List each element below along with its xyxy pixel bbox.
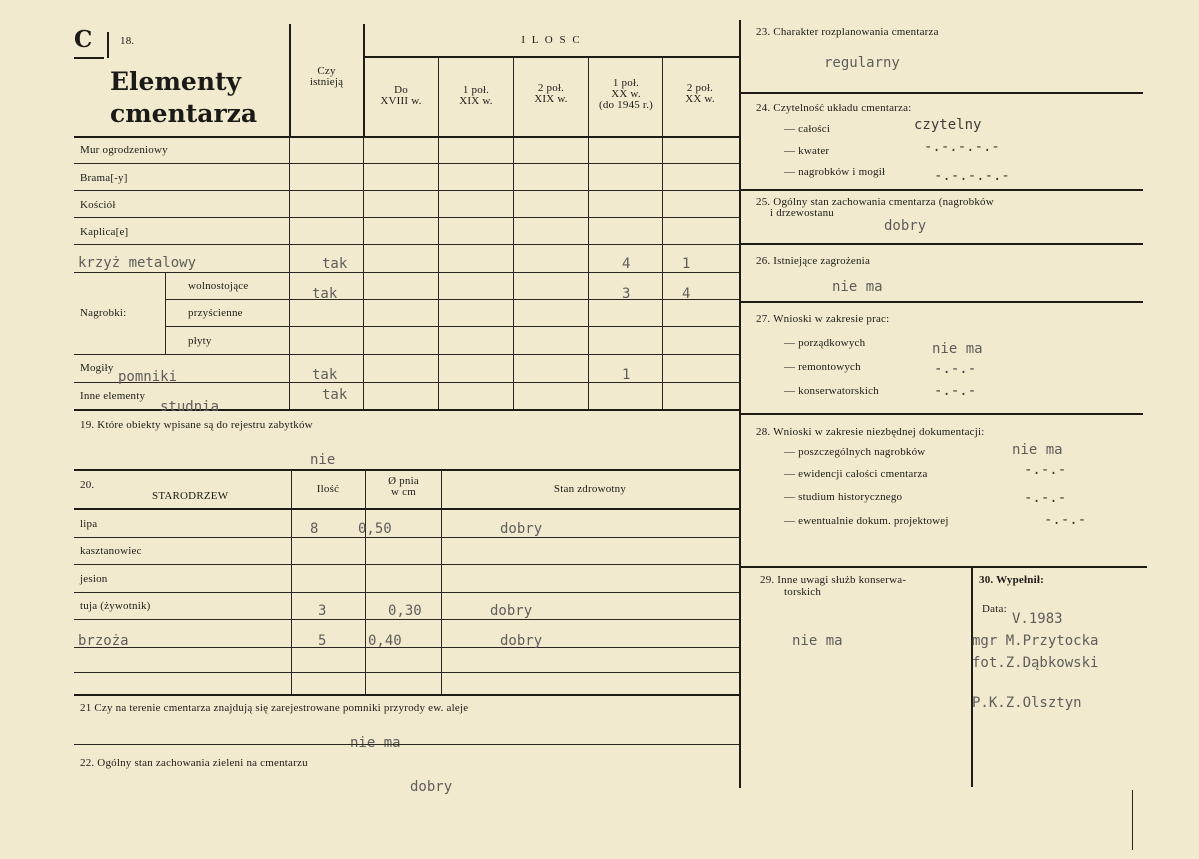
grid-line [74,694,739,696]
title-line1: Elementy [110,67,242,96]
s24-item-label: — nagrobków i mogił [784,166,886,178]
row-label: Mur ogrodzeniowy [80,144,168,156]
tree-name: lipa [80,518,98,530]
s30-date-label: Data: [982,603,1007,615]
period-header: 1 poł. XX w. (do 1945 r.) [598,77,654,111]
grid-line [74,744,739,745]
grid-line [74,619,739,620]
tree-name: kasztanowiec [80,545,142,557]
grid-line [365,470,366,694]
grid-line [740,243,1143,245]
s26-label: 26. Istniejące zagrożenia [756,255,871,267]
grid-line [740,566,1147,568]
s30-photo: fot.Z.Dąbkowski [972,655,1099,671]
grid-line [740,301,1143,303]
row-label-typed: krzyż metalowy [78,255,197,271]
s21-value: nie ma [350,735,401,751]
s20-pien-header: Ø pnia w cm [388,475,419,498]
period-header: Do XVIII w. [380,84,422,107]
typed-value: tak [312,367,338,383]
row-label: Inne elementy [80,390,146,402]
s20-ilosc-header: Ilość [316,483,340,495]
grid-line [74,469,739,471]
grid-line [74,136,739,138]
s27-item-label: — remontowych [784,361,861,373]
row-label: przyścienne [188,307,243,319]
period-header: 2 poł. XIX w. [534,82,568,105]
s20-number: 20. [80,479,95,491]
grid-line [513,57,514,409]
tree-count: 8 [310,521,319,537]
tree-diameter: 0,30 [388,603,422,619]
row-label: Mogiły [80,362,114,374]
s24-item-label: — kwater [784,145,830,157]
grid-line [740,92,1143,94]
grid-line [74,592,739,593]
s28-item-value: -.-.- [1024,490,1067,506]
s22-label: 22. Ogólny stan zachowania zieleni na cmentarzu [80,757,308,769]
s26-value: nie ma [832,279,883,295]
s28-item-label: — studium historycznego [784,491,903,503]
s19-label: 19. Które obiekty wpisane są do rejestru zabytków [80,419,313,431]
s30-org: P.K.Z.Olsztyn [972,695,1082,711]
tree-diameter: 0,40 [368,633,402,649]
typed-value: 4 [622,256,631,272]
typed-value: tak [322,256,348,272]
tree-condition: dobry [500,633,543,649]
s27-item-value: -.-.- [934,361,977,377]
row-label: Kościół [80,199,116,211]
grid-line [165,273,166,355]
grid-line [74,672,739,673]
tree-name: brzoża [78,633,129,649]
grid-line [438,57,439,409]
s25-label: i drzewostanu [770,207,834,219]
period-header: 1 poł. XIX w. [459,84,493,107]
tree-name: jesion [80,573,108,585]
tree-count: 5 [318,633,327,649]
s23-value: regularny [824,55,900,71]
card-edge-line [1132,790,1133,850]
s24-item-label: — całości [784,123,831,135]
grid-line [74,272,739,273]
s30-label: 30. Wypełnił: [979,574,1044,586]
grid-line [971,567,973,787]
row-label: Brama[-y] [80,172,128,184]
s27-item-label: — porządkowych [784,337,866,349]
row-label: wolnostojące [188,280,249,292]
s24-item-value: -.-.-.-.- [934,168,1010,184]
s27-item-value: -.-.- [934,383,977,399]
s22-value: dobry [410,779,453,795]
s19-value: nie [310,452,336,468]
s28-item-value: nie ma [1012,442,1063,458]
grid-line [166,326,739,327]
s25-label: 25. Ogólny stan zachowania cmentarza (nagrobków [756,196,994,208]
s29-value: nie ma [792,633,843,649]
section-number: 18. [120,35,135,47]
czy-istnieja-header: Czy istnieją [309,65,344,88]
s28-label: 28. Wnioski w zakresie niezbędnej dokumentacji: [756,426,985,438]
main-divider [739,20,741,788]
tree-condition: dobry [500,521,543,537]
grid-line [289,137,290,409]
letter-underline [74,57,104,59]
ilosc-header: I L O S C [521,34,582,46]
s21-label: 21 Czy na terenie cmentarza znajdują się zarejestrowane pomniki przyrody ew. aleje [80,702,469,714]
row-label-typed: studnia [160,399,220,415]
row-label-typed: pomniki [118,369,178,385]
s23-label: 23. Charakter rozplanowania cmentarza [756,26,939,38]
tree-condition: dobry [490,603,533,619]
typed-value: tak [312,286,338,302]
s29-label: 29. Inne uwagi służb konserwa- [760,574,907,586]
s24-item-value: -.-.-.-.- [924,139,1000,155]
s28-item-value: -.-.- [1024,462,1067,478]
s24-label: 24. Czytelność układu cmentarza: [756,102,912,114]
s24-item-value: czytelny [914,117,982,133]
grid-line [74,190,739,191]
title-line2: cmentarza [110,99,258,128]
s27-item-value: nie ma [932,341,983,357]
letter-divider [107,32,109,58]
s20-stan-header: Stan zdrowotny [553,483,627,495]
tree-name: tuja (żywotnik) [80,600,151,612]
grid-line [74,163,739,164]
grid-line [740,189,1143,191]
grid-line [74,647,739,648]
grid-line [74,217,739,218]
s28-item-label: — poszczególnych nagrobków [784,446,926,458]
grid-line [74,564,739,565]
row-label: Nagrobki: [80,307,127,319]
grid-line [74,537,739,538]
grid-line [291,470,292,694]
s27-item-label: — konserwatorskich [784,385,879,397]
s20-header: STARODRZEW [152,490,229,502]
typed-value: 4 [682,286,691,302]
period-header: 2 poł. XX w. [685,82,715,105]
s28-item-label: — ewentualnie dokum. projektowej [784,515,949,527]
typed-value: tak [322,387,348,403]
grid-line [74,508,739,510]
grid-line [74,244,739,245]
row-label: płyty [188,335,212,347]
typed-value: 3 [622,286,631,302]
section-letter: C [74,26,93,53]
grid-line [364,56,739,58]
grid-line [363,137,364,409]
s29-label: torskich [784,586,822,598]
typed-value: 1 [682,256,691,272]
tree-diameter: 0,50 [358,521,392,537]
s28-item-value: -.-.- [1044,512,1087,528]
s27-label: 27. Wnioski w zakresie prac: [756,313,890,325]
row-label: Kaplica[e] [80,226,129,238]
s25-value: dobry [884,218,927,234]
s30-date: V.1983 [1012,611,1063,627]
grid-line [441,470,442,694]
s28-item-label: — ewidencji całości cmentarza [784,468,928,480]
grid-line [74,354,739,355]
s30-person: mgr M.Przytocka [972,633,1099,649]
typed-value: 1 [622,367,631,383]
grid-line [740,413,1143,415]
grid-line [166,299,739,300]
tree-count: 3 [318,603,327,619]
